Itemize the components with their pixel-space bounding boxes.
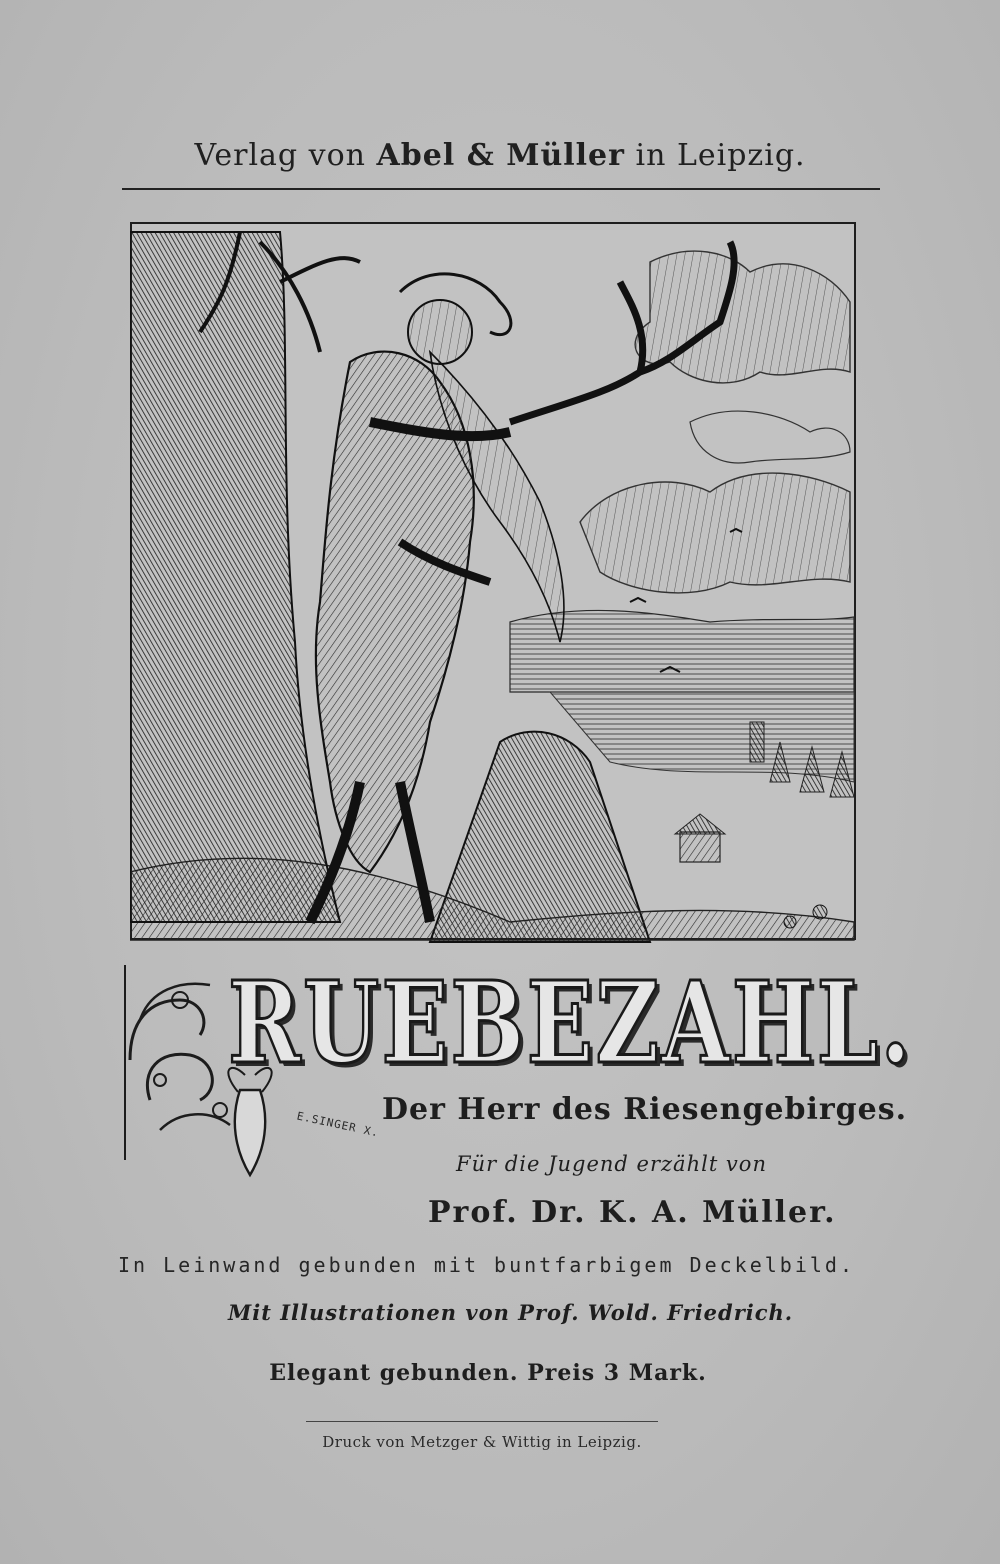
- publisher-names: Abel & Müller: [376, 138, 625, 173]
- binding-line: In Leinwand gebunden mit buntfarbigem Deckelbild.: [118, 1253, 856, 1277]
- publisher-prefix: Verlag von: [194, 138, 377, 173]
- bottom-rule: [306, 1421, 658, 1422]
- top-rule: [122, 188, 880, 190]
- author-line: Prof. Dr. K. A. Müller.: [428, 1195, 837, 1230]
- for-youth-line: Für die Jugend erzählt von: [456, 1152, 767, 1176]
- price-line: Elegant gebunden. Preis 3 Mark.: [269, 1360, 707, 1386]
- subtitle: Der Herr des Riesengebirges.: [382, 1092, 908, 1127]
- ruebezahl-engraving: [130, 222, 856, 970]
- main-title: RUEBEZAHL.: [228, 958, 914, 1089]
- illustrations-line: Mit Illustrationen von Prof. Wold. Friedrich.: [228, 1300, 794, 1325]
- publisher-suffix: in Leipzig.: [624, 138, 806, 173]
- publisher-line: [120, 138, 880, 173]
- artist-signature: E.SINGER X.: [295, 1109, 381, 1140]
- printer-line: Druck von Metzger & Wittig in Leipzig.: [322, 1433, 642, 1451]
